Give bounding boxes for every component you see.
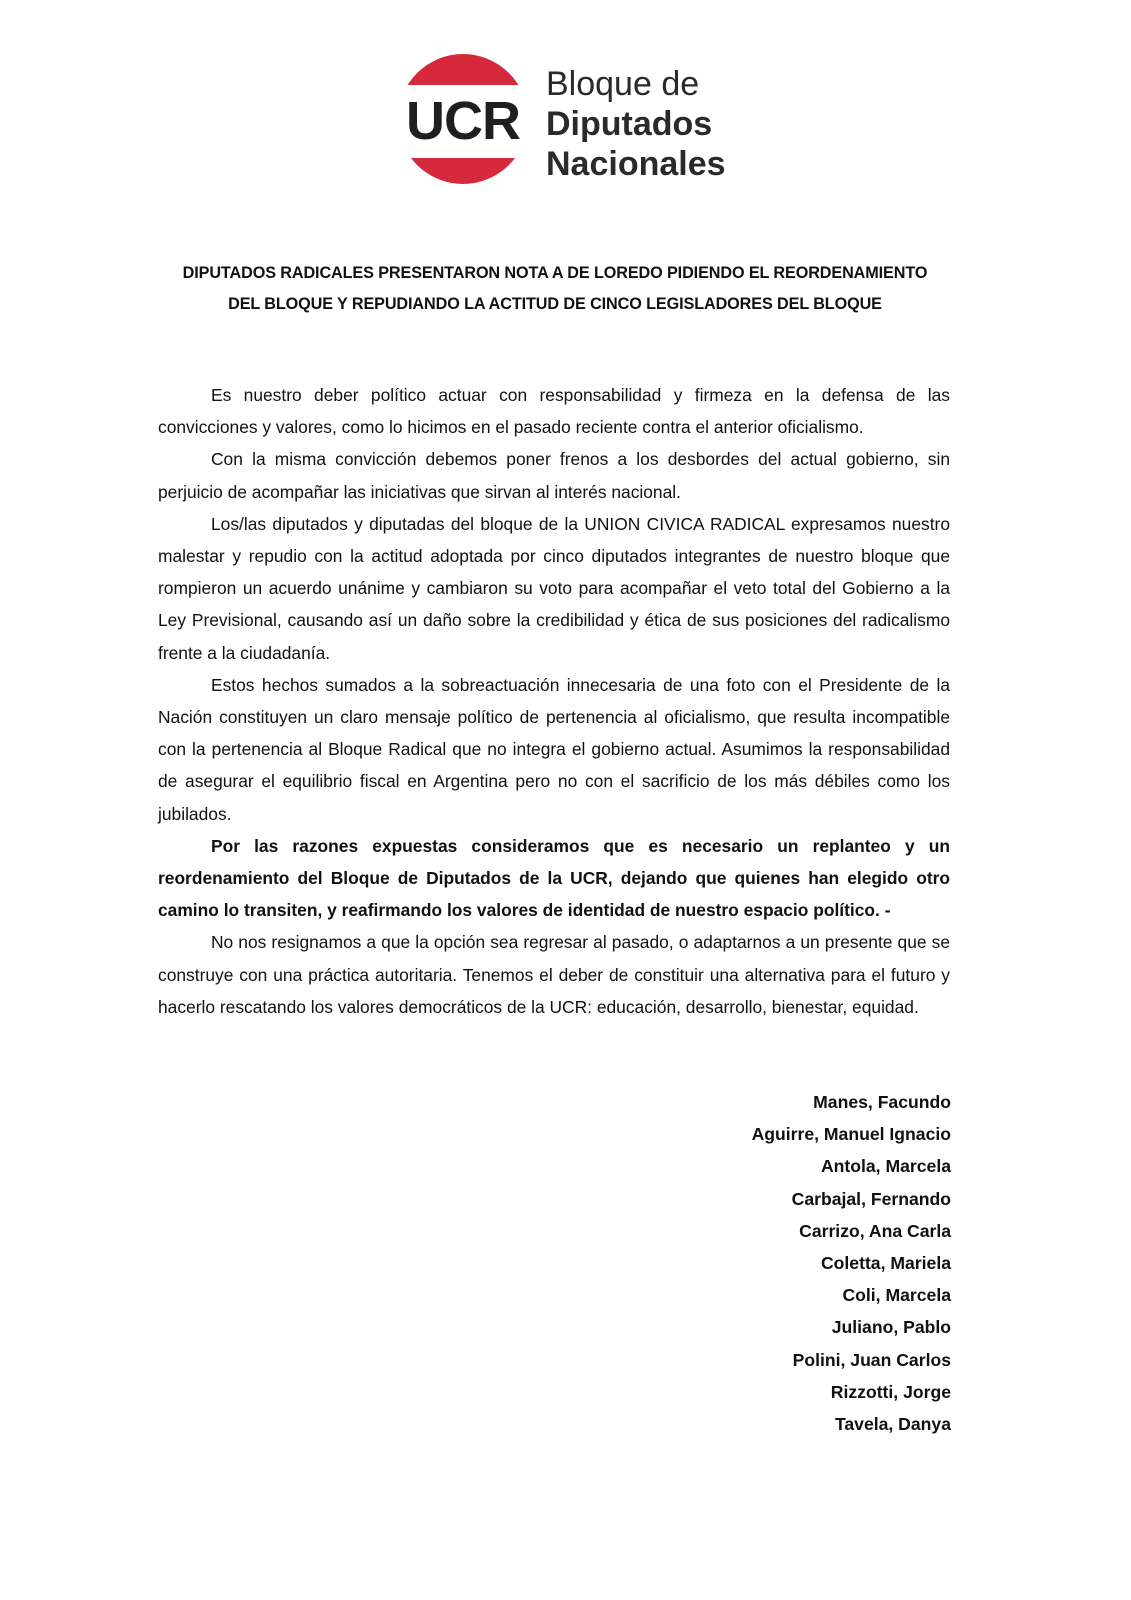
emblem-red-bottom-band [398,158,528,184]
document-title [150,258,960,320]
signatory: Rizzotti, Jorge [830,1381,951,1402]
logo-line-2: Diputados [546,105,713,143]
paragraph: No nos resignamos a que la opción sea regresar al pasado, o adaptarnos a un presente que se construye con una práctica autoritaria. Tenemos el deber de constituir una alternativa para el futuro y hacerlo rescatando los valores democráticos de la UCR: educación, desarrollo, bienestar, equidad. [158,932,950,1017]
signatory: Coletta, Mariela [820,1253,951,1274]
logo-wordmark [546,64,726,184]
signatory: Juliano, Pablo [831,1317,951,1338]
signatory: Coli, Marcela [842,1285,951,1306]
title-line-2: DEL BLOQUE Y REPUDIANDO LA ACTITUD DE CINCO LEGISLADORES DEL BLOQUE [228,295,882,313]
emblem-red-top-band [398,54,528,85]
paragraph: Es nuestro deber político actuar con responsabilidad y firmeza en la defensa de las convicciones y valores, como lo hicimos en el pasado reciente contra el anterior oficialismo. [158,385,950,438]
signatory: Tavela, Danya [834,1414,951,1435]
paragraph: Estos hechos sumados a la sobreactuación innecesaria de una foto con el Presidente de la Nación constituyen un claro mensaje político de pertenencia al oficialismo, que resulta incompatible con la pertenencia al Bloque Radical que no integra el gobierno actual. Asumimos la responsabilidad de asegurar el equilibrio fiscal en Argentina pero no con el sacrificio de los más débiles como los jubilados. [158,674,950,824]
signatories-list [752,1086,951,1440]
ucr-bloque-logo [398,54,1128,189]
logo-line-1: Bloque de [546,65,700,103]
title-line-1: DIPUTADOS RADICALES PRESENTARON NOTA A DE LOREDO PIDIENDO EL REORDENAMIENTO [182,264,928,282]
signatory: Carrizo, Ana Carla [799,1220,951,1241]
document-body [158,379,950,1023]
paragraph: Con la misma convicción debemos poner frenos a los desbordes del actual gobierno, sin perjuicio de acompañar las iniciativas que sirvan al interés nacional. [158,449,950,502]
signatory: Antola, Marcela [820,1156,951,1177]
logo-acronym: UCR [406,91,520,151]
signatory: Carbajal, Fernando [791,1188,951,1209]
signatory: Manes, Facundo [813,1092,951,1112]
signatory: Aguirre, Manuel Ignacio [751,1124,951,1145]
paragraph-bold-conclusion: Por las razones expuestas consideramos que es necesario un replanteo y un reordenamiento del Bloque de Diputados de la UCR, dejando que quienes han elegido otro camino lo transiten, y reafirmando los valores de identidad de nuestro espacio político. - [158,835,950,921]
ucr-circle-emblem [398,54,528,184]
signatory: Polini, Juan Carlos [792,1349,951,1370]
paragraph: Los/las diputados y diputadas del bloque de la UNION CIVICA RADICAL expresamos nuestro malestar y repudio con la actitud adoptada por cinco diputados integrantes de nuestro bloque que rompieron un acuerdo unánime y cambiaron su voto para acompañar el veto total del Gobierno a la Ley Previsional, causando así un daño sobre la credibilidad y ética de sus posiciones del radicalismo frente a la ciudadanía. [158,513,950,663]
logo-line-3: Nacionales [546,145,726,183]
